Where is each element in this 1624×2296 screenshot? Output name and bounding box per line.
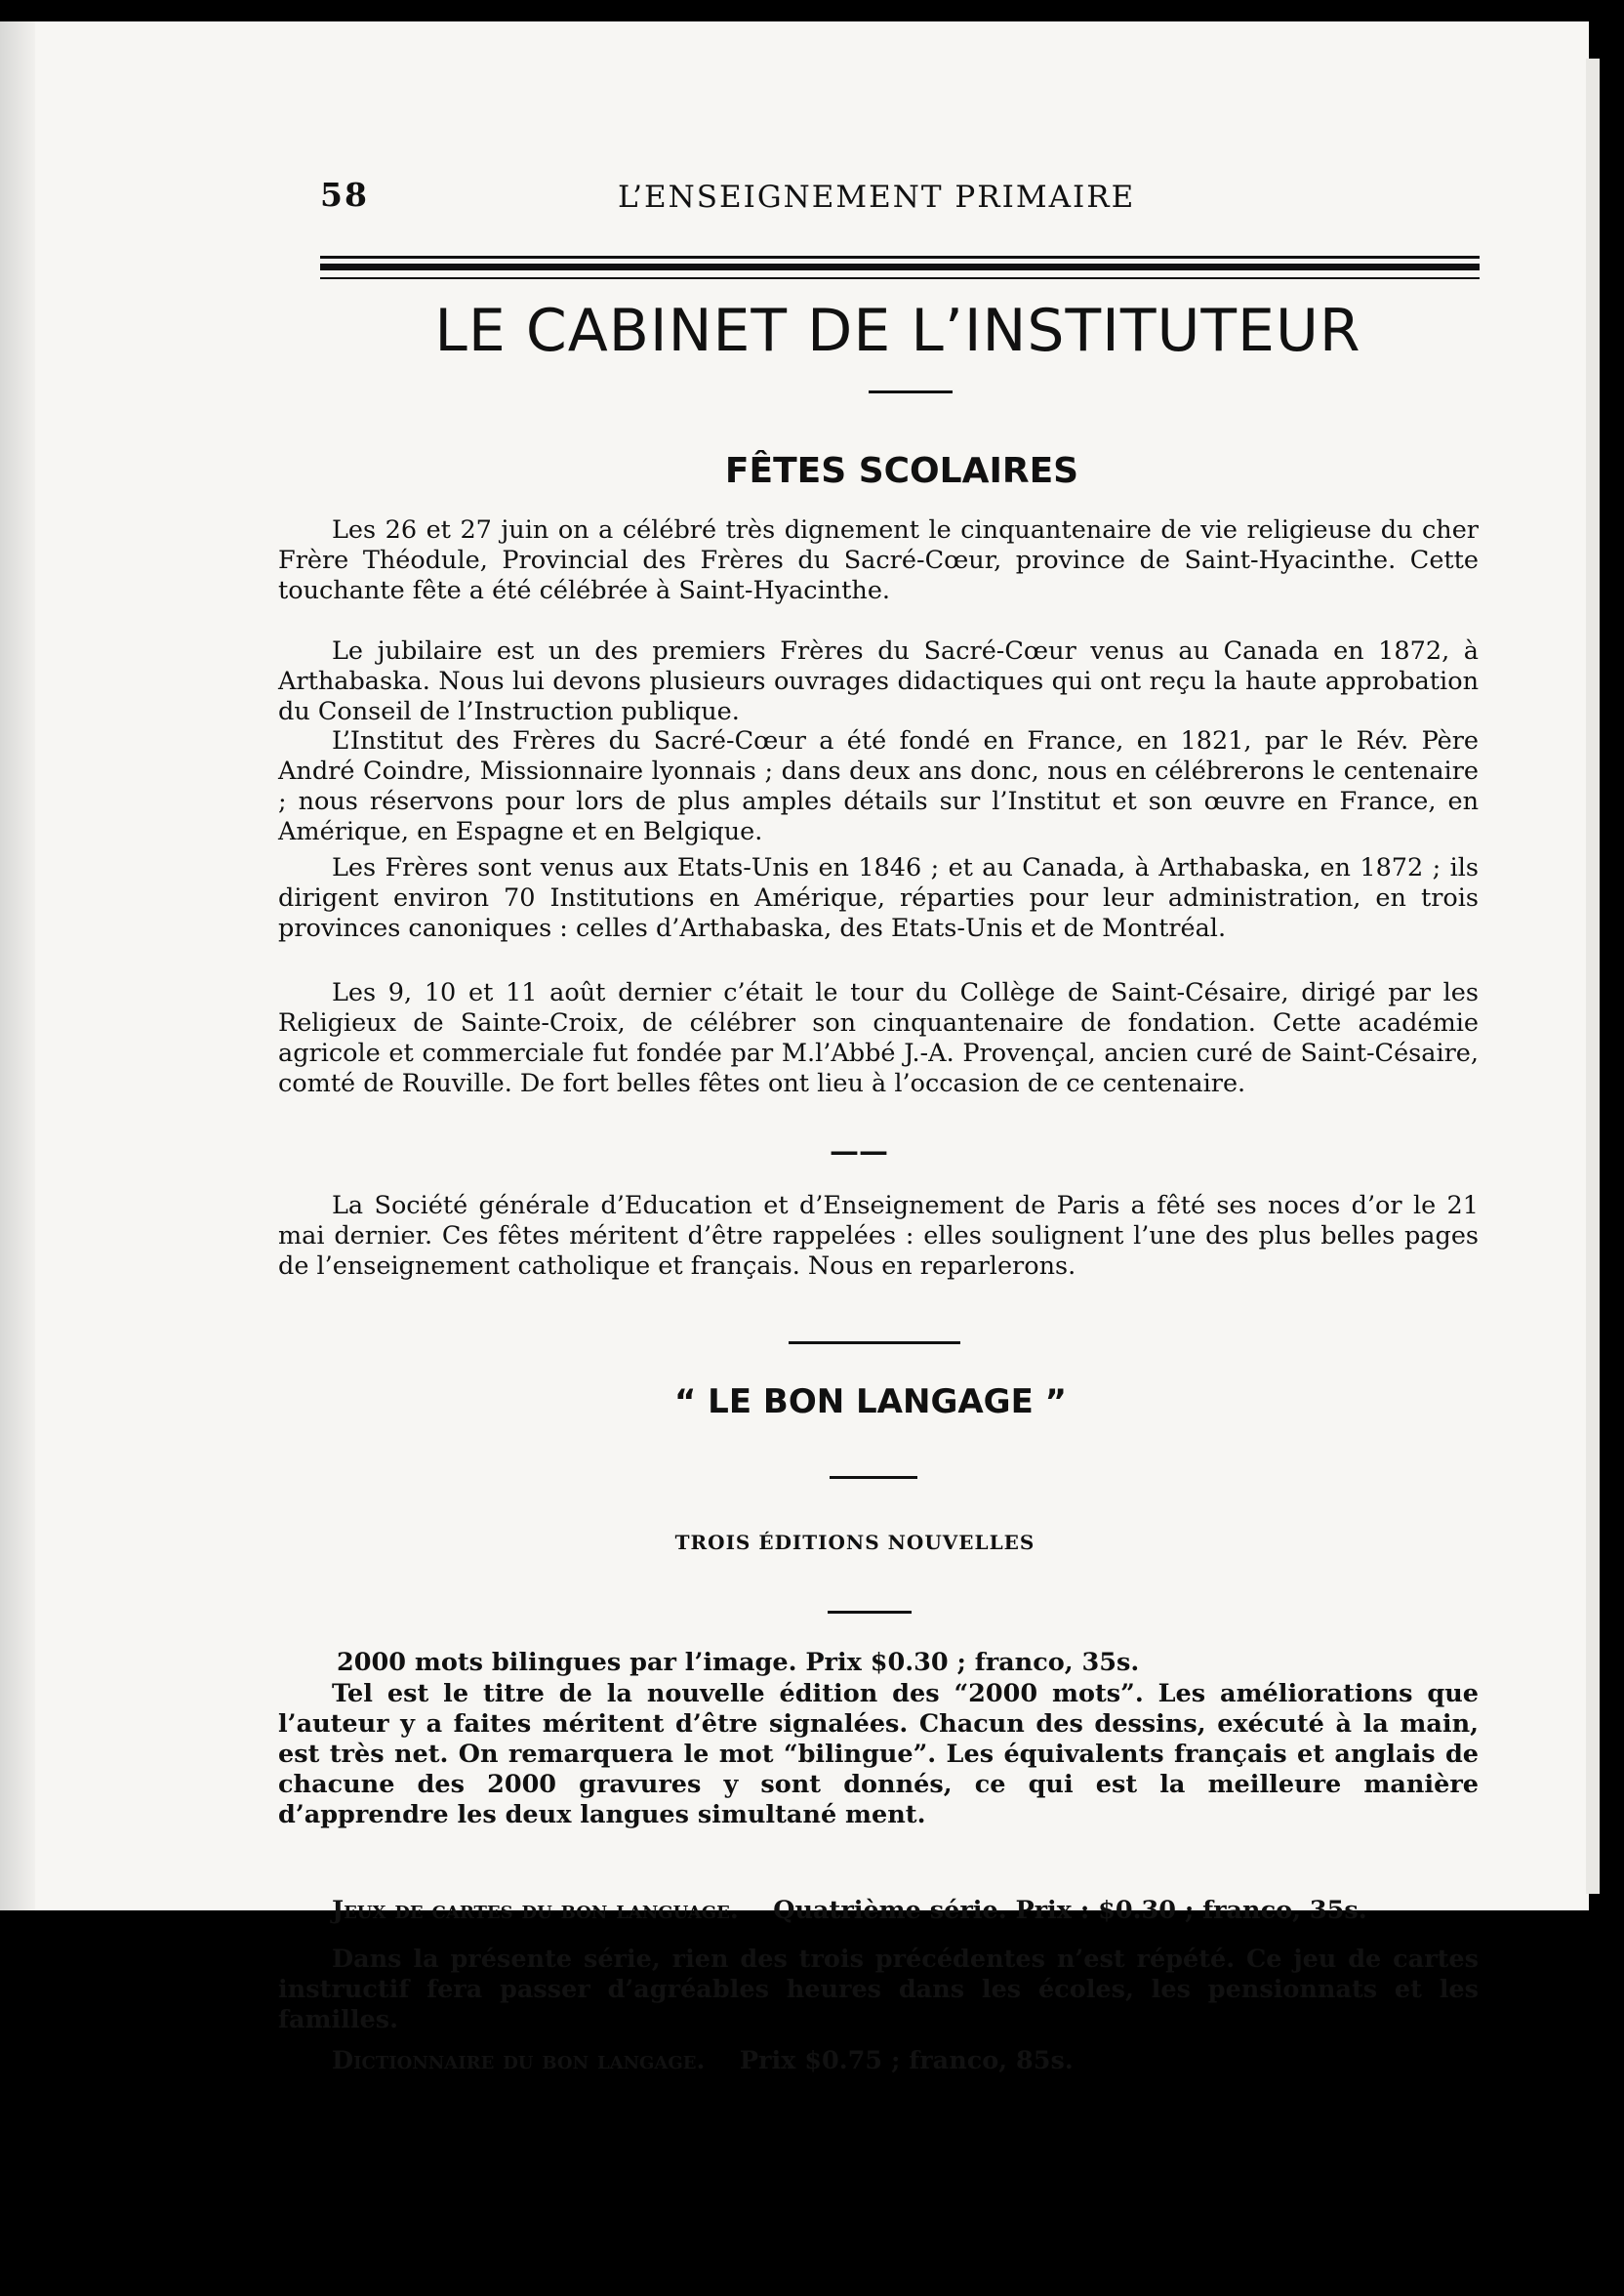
item2-title: Jeux de cartes du bon language. — [332, 1896, 739, 1925]
section-divider — [789, 1341, 960, 1344]
header-rule-thick — [320, 264, 1480, 270]
header-rule-thin — [320, 256, 1480, 259]
paragraph-4: Les Frères sont venus aux Etats-Unis en 1846 ; et au Canada, à Arthabaska, en 1872 ; ils dirigent environ 70 Institutions en Amérique, réparties pour leur administration, en trois provinces canoniques : celles d’Arthabaska, des Etats-Unis et de Montréal. — [278, 853, 1479, 943]
page-number: 58 — [320, 176, 369, 214]
paragraph-5: Les 9, 10 et 11 août dernier c’était le tour du Collège de Saint-Césaire, dirigé par les Religieux de Sainte-Croix, de célébrer son cinquantenaire de fondation. Cette académie agricole et commerciale fut fondée par M.l’Abbé J.-A. Provençal, ancien curé de Saint-Césaire, comté de Rouville. De fort belles fêtes ont lieu à l’occasion de ce centenaire. — [278, 978, 1479, 1098]
running-title: L’ENSEIGNEMENT PRIMAIRE — [618, 180, 1136, 215]
paragraph-6: La Société générale d’Education et d’Enseignement de Paris a fêté ses noces d’or le 21 mai dernier. Ces fêtes méritent d’être rappelées : elles soulignent l’une des plus belles pages de l’enseignement catholique et français. Nous en reparlerons. — [278, 1191, 1479, 1281]
subheading-trois-editions: TROIS ÉDITIONS NOUVELLES — [674, 1531, 1035, 1554]
item3-title: Dictionnaire du bon langage. — [332, 2046, 706, 2075]
paragraph-2: Le jubilaire est un des premiers Frères du Sacré-Cœur venus au Canada en 1872, à Arthabaska. Nous lui devons plusieurs ouvrages didactiques qui ont reçu la haute approbation du Conseil de l’Instruction publique. — [278, 636, 1479, 726]
page-edge-shadow — [1586, 59, 1600, 1894]
section-heading-fetes: FÊTES SCOLAIRES — [724, 451, 1079, 491]
item1-description: Tel est le titre de la nouvelle édition des “2000 mots”. Les améliorations que l’auteur y a faites méritent d’être signalées. Chacun des dessins, exécuté à la main, est très net. On remarquera le mot “bilingue”. Les équivalents français et anglais de chacune des 2000 gravures y sont donnés, ce qui est la meilleure manière d’apprendre les deux langues simultané ment. — [278, 1679, 1479, 1829]
scanned-page — [0, 21, 1589, 2075]
section-separator: —— — [830, 1134, 888, 1168]
section-heading-bon-langage: “ LE BON LANGAGE ” — [674, 1382, 1067, 1421]
item2-line — [332, 1896, 1479, 1926]
paragraph-1: Les 26 et 27 juin on a célébré très dignement le cinquantenaire de vie religieuse du cher Frère Théodule, Provincial des Frères du Sacré-Cœur, province de Saint-Hyacinthe. Cette touchante fête a été célébrée à Saint-Hyacinthe. — [278, 515, 1479, 605]
subheading-underline — [828, 1611, 912, 1614]
heading-underline — [830, 1476, 917, 1479]
page-gutter — [0, 21, 35, 1910]
item2-description: Dans la présente série, rien des trois précédentes n’est répété. Ce jeu de cartes instructif fera passer d’agréables heures dans les écoles, les pensionnats et les familles. — [278, 1945, 1479, 2034]
item3-line — [332, 2046, 1479, 2076]
title-underline — [869, 390, 953, 393]
paragraph-3: L’Institut des Frères du Sacré-Cœur a été fondé en France, en 1821, par le Rév. Père André Coindre, Missionnaire lyonnais ; dans deux ans donc, nous en célébrerons le centenaire ; nous réservons pour lors de plus amples détails sur l’Institut et son œuvre en France, en Amérique, en Espagne et en Belgique. — [278, 726, 1479, 846]
item3-price: Prix $0.75 ; franco, 85s. — [739, 2046, 1074, 2075]
item2-price: Quatrième série. Prix : $0.30 ; franco, 35s. — [773, 1896, 1367, 1925]
header-rule-bottom — [320, 277, 1480, 279]
page-title: LE CABINET DE L’INSTITUTEUR — [434, 297, 1361, 365]
item1-title: 2000 mots bilingues par l’image. Prix $0.30 ; franco, 35s. — [337, 1648, 1140, 1677]
